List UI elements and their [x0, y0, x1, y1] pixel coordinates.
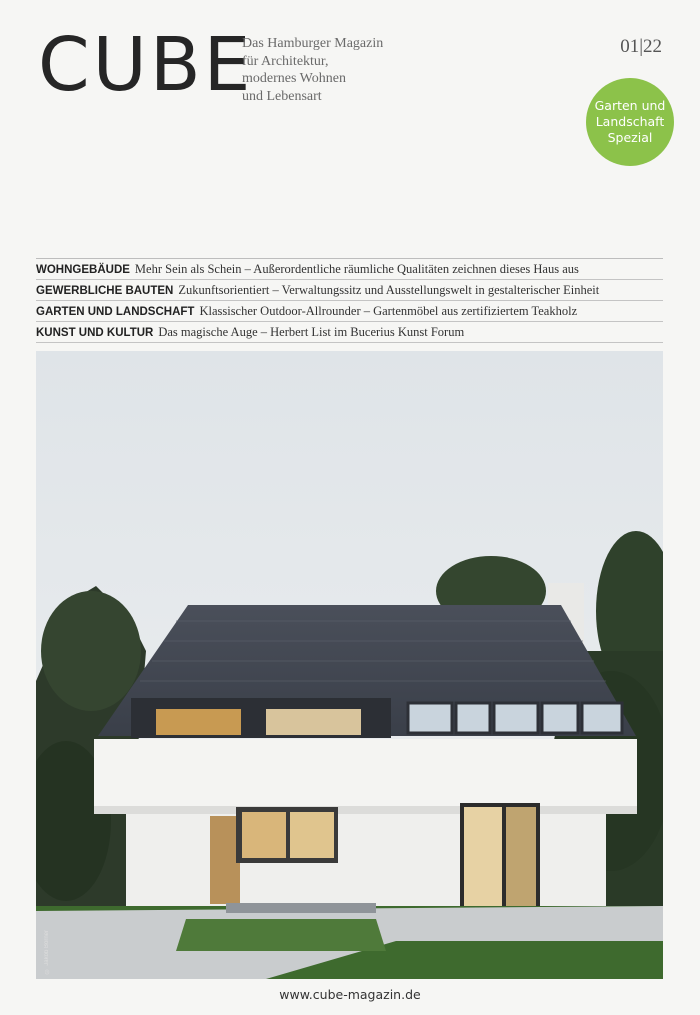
toc-text: Mehr Sein als Schein – Außerordentliche räumliche Qualitäten zeichnen dieses Haus aus [134, 262, 579, 276]
photo-credit: © Jakob Börner [44, 929, 50, 973]
tagline-line: Das Hamburger Magazin [242, 36, 384, 51]
issue-number: 01|22 [620, 36, 662, 57]
tagline-line: modernes Wohnen [242, 71, 346, 86]
cover-photo [36, 351, 663, 979]
table-of-contents [36, 258, 663, 343]
website-url[interactable]: www.cube-magazin.de [279, 987, 421, 1002]
skylights [408, 703, 622, 733]
toc-text: Klassischer Outdoor-Allrounder – Gartenmöbel aus zertifiziertem Teakholz [199, 304, 578, 318]
door [210, 816, 240, 904]
special-badge [586, 78, 674, 166]
badge-text: Garten und Landschaft Spezial [594, 98, 666, 145]
tagline-line: und Lebensart [242, 88, 322, 104]
magazine-title: CUBE [38, 22, 254, 108]
toc-item [36, 259, 663, 280]
toc-text: Das magische Auge – Herbert List im Bucerius Kunst Forum [158, 325, 465, 339]
upper-facade [94, 739, 637, 811]
tagline [242, 35, 383, 105]
toc-text: Zukunftsorientiert – Verwaltungssitz und Ausstellungswelt in gestalterischer Einheit [178, 283, 600, 297]
toc-category: GEWERBLICHE BAUTEN [36, 285, 174, 297]
toc-category: GARTEN UND LANDSCHAFT [36, 306, 195, 318]
toc-item [36, 322, 663, 343]
toc-item [36, 280, 663, 301]
toc-category: WOHNGEBÄUDE [36, 264, 130, 276]
toc-category: KUNST UND KULTUR [36, 327, 154, 339]
tagline-line: für Architektur, [242, 53, 329, 69]
toc-item [36, 301, 663, 322]
house-illustration [36, 351, 663, 979]
